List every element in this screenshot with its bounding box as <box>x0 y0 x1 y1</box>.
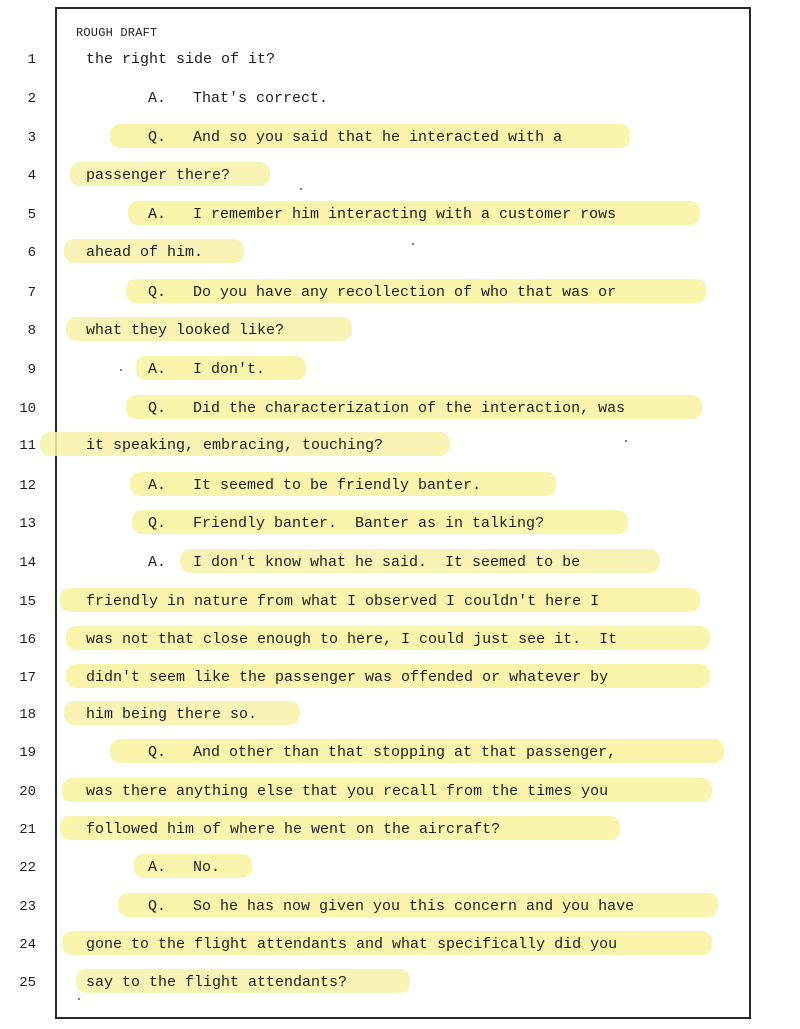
scan-speck <box>300 188 302 190</box>
transcript-line <box>0 670 800 700</box>
transcript-line <box>0 516 800 546</box>
line-text: the right side of it? <box>86 51 276 68</box>
transcript-line <box>0 860 800 890</box>
line-number: 15 <box>19 594 36 610</box>
line-number: 6 <box>27 245 36 261</box>
transcript-line <box>0 745 800 775</box>
line-number: 4 <box>27 168 36 184</box>
scan-speck <box>78 998 80 1000</box>
transcript-line <box>0 707 800 737</box>
line-number: 8 <box>27 323 36 339</box>
line-text: Q. And other than that stopping at that passenger, <box>148 744 617 761</box>
transcript-line <box>0 401 800 431</box>
line-text: Q. Did the characterization of the interaction, was <box>148 400 626 417</box>
transcript-line <box>0 130 800 160</box>
transcript-line <box>0 245 800 275</box>
line-text: Q. Friendly banter. Banter as in talking? <box>148 515 545 532</box>
line-text: didn't seem like the passenger was offended or whatever by <box>86 669 609 686</box>
transcript-line <box>0 937 800 967</box>
transcript-line <box>0 822 800 852</box>
transcript-line <box>0 899 800 929</box>
line-number: 16 <box>19 632 36 648</box>
line-number: 19 <box>19 745 36 761</box>
transcript-line <box>0 91 800 121</box>
line-text: say to the flight attendants? <box>86 974 348 991</box>
line-text: friendly in nature from what I observed I couldn't here I <box>86 593 600 610</box>
line-number: 14 <box>19 555 36 571</box>
line-text: A. I don't. <box>148 361 266 378</box>
line-number: 2 <box>27 91 36 107</box>
line-number: 9 <box>27 362 36 378</box>
line-text: A. I remember him interacting with a customer rows <box>148 206 617 223</box>
line-number: 18 <box>19 707 36 723</box>
line-number: 22 <box>19 860 36 876</box>
line-text: A. I don't know what he said. It seemed to be <box>148 554 581 571</box>
transcript-line <box>0 323 800 353</box>
line-number: 11 <box>19 438 36 454</box>
line-text: A. That's correct. <box>148 90 329 107</box>
line-number: 23 <box>19 899 36 915</box>
line-text: Q. And so you said that he interacted with a <box>148 129 563 146</box>
line-text: passenger there? <box>86 167 231 184</box>
transcript-line <box>0 632 800 662</box>
line-number: 10 <box>19 401 36 417</box>
line-text: what they looked like? <box>86 322 285 339</box>
scan-speck <box>625 440 627 442</box>
transcript-line <box>0 555 800 585</box>
line-number: 7 <box>27 285 36 301</box>
transcript-line <box>0 207 800 237</box>
line-text: him being there so. <box>86 706 258 723</box>
line-number: 17 <box>19 670 36 686</box>
line-text: was there anything else that you recall from the times you <box>86 783 609 800</box>
transcript-line <box>0 438 800 468</box>
transcript-line <box>0 784 800 814</box>
line-text: A. It seemed to be friendly banter. <box>148 477 482 494</box>
line-text: followed him of where he went on the aircraft? <box>86 821 501 838</box>
line-text: Q. So he has now given you this concern and you have <box>148 898 635 915</box>
transcript-line <box>0 362 800 392</box>
line-number: 1 <box>27 52 36 68</box>
transcript-line <box>0 285 800 315</box>
line-number: 3 <box>27 130 36 146</box>
page-header: ROUGH DRAFT <box>76 26 158 40</box>
line-text: it speaking, embracing, touching? <box>86 437 384 454</box>
line-number: 20 <box>19 784 36 800</box>
line-text: Q. Do you have any recollection of who that was or <box>148 284 617 301</box>
line-number: 12 <box>19 478 36 494</box>
transcript-line <box>0 168 800 198</box>
transcript-line <box>0 478 800 508</box>
line-number: 21 <box>19 822 36 838</box>
line-number: 24 <box>19 937 36 953</box>
line-number: 13 <box>19 516 36 532</box>
line-number: 5 <box>27 207 36 223</box>
line-text: was not that close enough to here, I could just see it. It <box>86 631 618 648</box>
line-text: A. No. <box>148 859 221 876</box>
transcript-line <box>0 52 800 82</box>
transcript-line <box>0 594 800 624</box>
line-number: 25 <box>19 975 36 991</box>
transcript-line <box>0 975 800 1005</box>
line-text: gone to the flight attendants and what specifically did you <box>86 936 618 953</box>
scan-speck <box>412 243 414 245</box>
scan-speck <box>120 369 122 371</box>
line-text: ahead of him. <box>86 244 204 261</box>
